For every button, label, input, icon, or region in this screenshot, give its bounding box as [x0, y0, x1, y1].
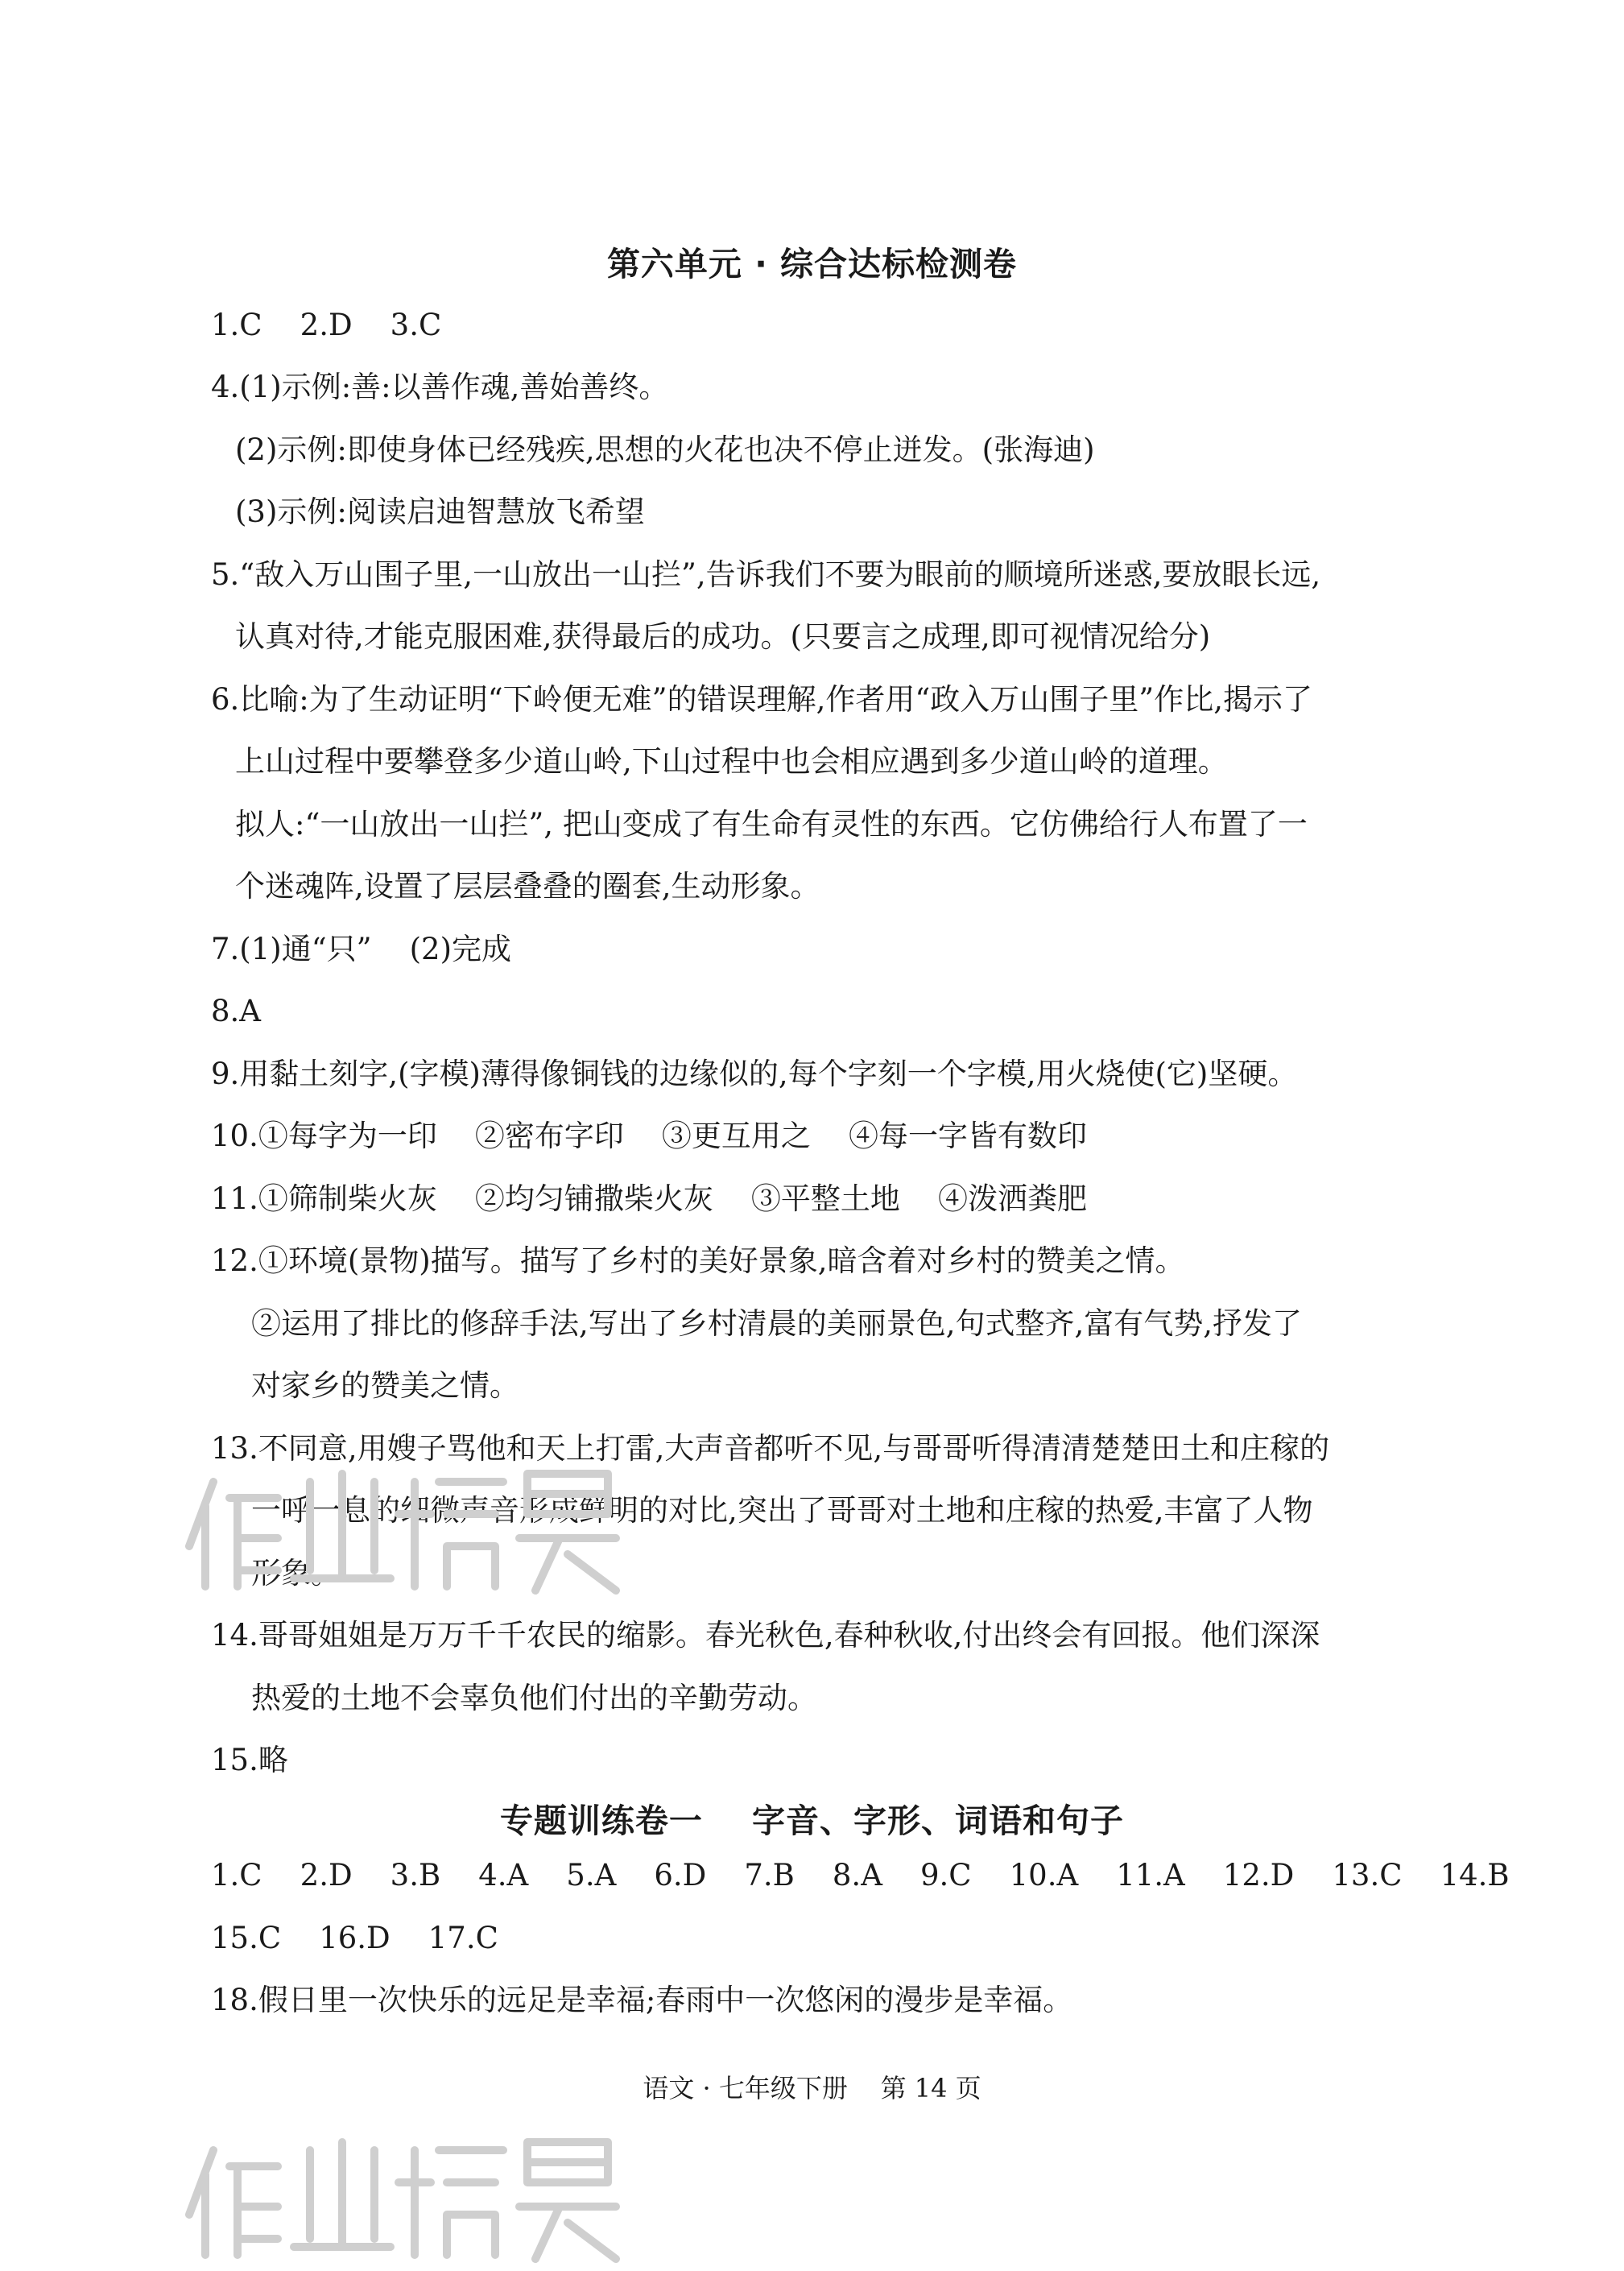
answer-line: 9.用黏土刻字,(字模)薄得像铜钱的边缘似的,每个字刻一个字模,用火烧使(它)坚硬。: [211, 1057, 1298, 1091]
answer-line: 11.①筛制柴火灰 ②均匀铺撒柴火灰 ③平整土地 ④泼洒粪肥: [211, 1181, 1087, 1216]
answer-line: 热爱的土地不会辜负他们付出的辛勤劳动。: [251, 1681, 817, 1715]
answer-line: 1.C 2.D 3.C: [211, 308, 442, 342]
answer-line: 5.“敌入万山围子里,一山放出一山拦”,告诉我们不要为眼前的顺境所迷惑,要放眼长远,: [211, 557, 1321, 592]
answer-line: 拟人:“一山放出一山拦”, 把山变成了有生命有灵性的东西。它仿佛给行人布置了一: [235, 807, 1308, 842]
watermark-logo-icon: [181, 2118, 632, 2271]
answer-line: 形象。: [251, 1556, 341, 1591]
answer-line: 13.不同意,用嫂子骂他和天上打雷,大声音都听不见,与哥哥听得清清楚楚田土和庄稼的: [211, 1431, 1330, 1466]
answer-line: (2)示例:即使身体已经残疾,思想的火花也决不停止迸发。(张海迪): [235, 432, 1095, 467]
answer-line: 个迷魂阵,设置了层层叠叠的圈套,生动形象。: [235, 869, 820, 904]
answer-line: 对家乡的赞美之情。: [251, 1368, 519, 1403]
answer-line: 上山过程中要攀登多少道山岭,下山过程中也会相应遇到多少道山岭的道理。: [235, 744, 1228, 779]
section-title-unit6: 第六单元 · 综合达标检测卷: [606, 245, 1018, 283]
answer-line: 10.①每字为一印 ②密布字印 ③更互用之 ④每一字皆有数印: [211, 1119, 1087, 1153]
watermark-logo-icon: [181, 1450, 632, 1603]
answer-line: 15.C 16.D 17.C: [211, 1921, 498, 1955]
answer-line: 18.假日里一次快乐的远足是幸福;春雨中一次悠闲的漫步是幸福。: [211, 1983, 1073, 2017]
section-title-special1: 专题训练卷一 字音、字形、词语和句子: [499, 1801, 1125, 1840]
answer-line: 6.比喻:为了生动证明“下岭便无难”的错误理解,作者用“政入万山围子里”作比,揭示了: [211, 682, 1312, 717]
answer-line: 一呼一息的细微声音形成鲜明的对比,突出了哥哥对土地和庄稼的热爱,丰富了人物: [251, 1493, 1313, 1528]
answer-line: (3)示例:阅读启迪智慧放飞希望: [235, 494, 645, 529]
answer-line: 12.①环境(景物)描写。描写了乡村的美好景象,暗含着对乡村的赞美之情。: [211, 1243, 1185, 1278]
answer-line: 7.(1)通“只” (2)完成: [211, 932, 511, 966]
answer-line: ②运用了排比的修辞手法,写出了乡村清晨的美丽景色,句式整齐,富有气势,抒发了: [251, 1306, 1303, 1341]
answer-line: 4.(1)示例:善:以善作魂,善始善终。: [211, 370, 669, 404]
page-footer: 语文 · 七年级下册 第 14 页: [643, 2073, 981, 2103]
answer-line: 14.哥哥姐姐是万万千千农民的缩影。春光秋色,春种秋收,付出终会有回报。他们深深: [211, 1618, 1320, 1653]
answer-line: 8.A: [211, 994, 262, 1028]
answer-line: 15.略: [211, 1743, 288, 1777]
answer-line: 1.C 2.D 3.B 4.A 5.A 6.D 7.B 8.A 9.C 10.A 11.A 12.D 13.C 14.B: [211, 1858, 1510, 1892]
answer-line: 认真对待,才能克服困难,获得最后的成功。(只要言之成理,即可视情况给分): [235, 619, 1211, 654]
